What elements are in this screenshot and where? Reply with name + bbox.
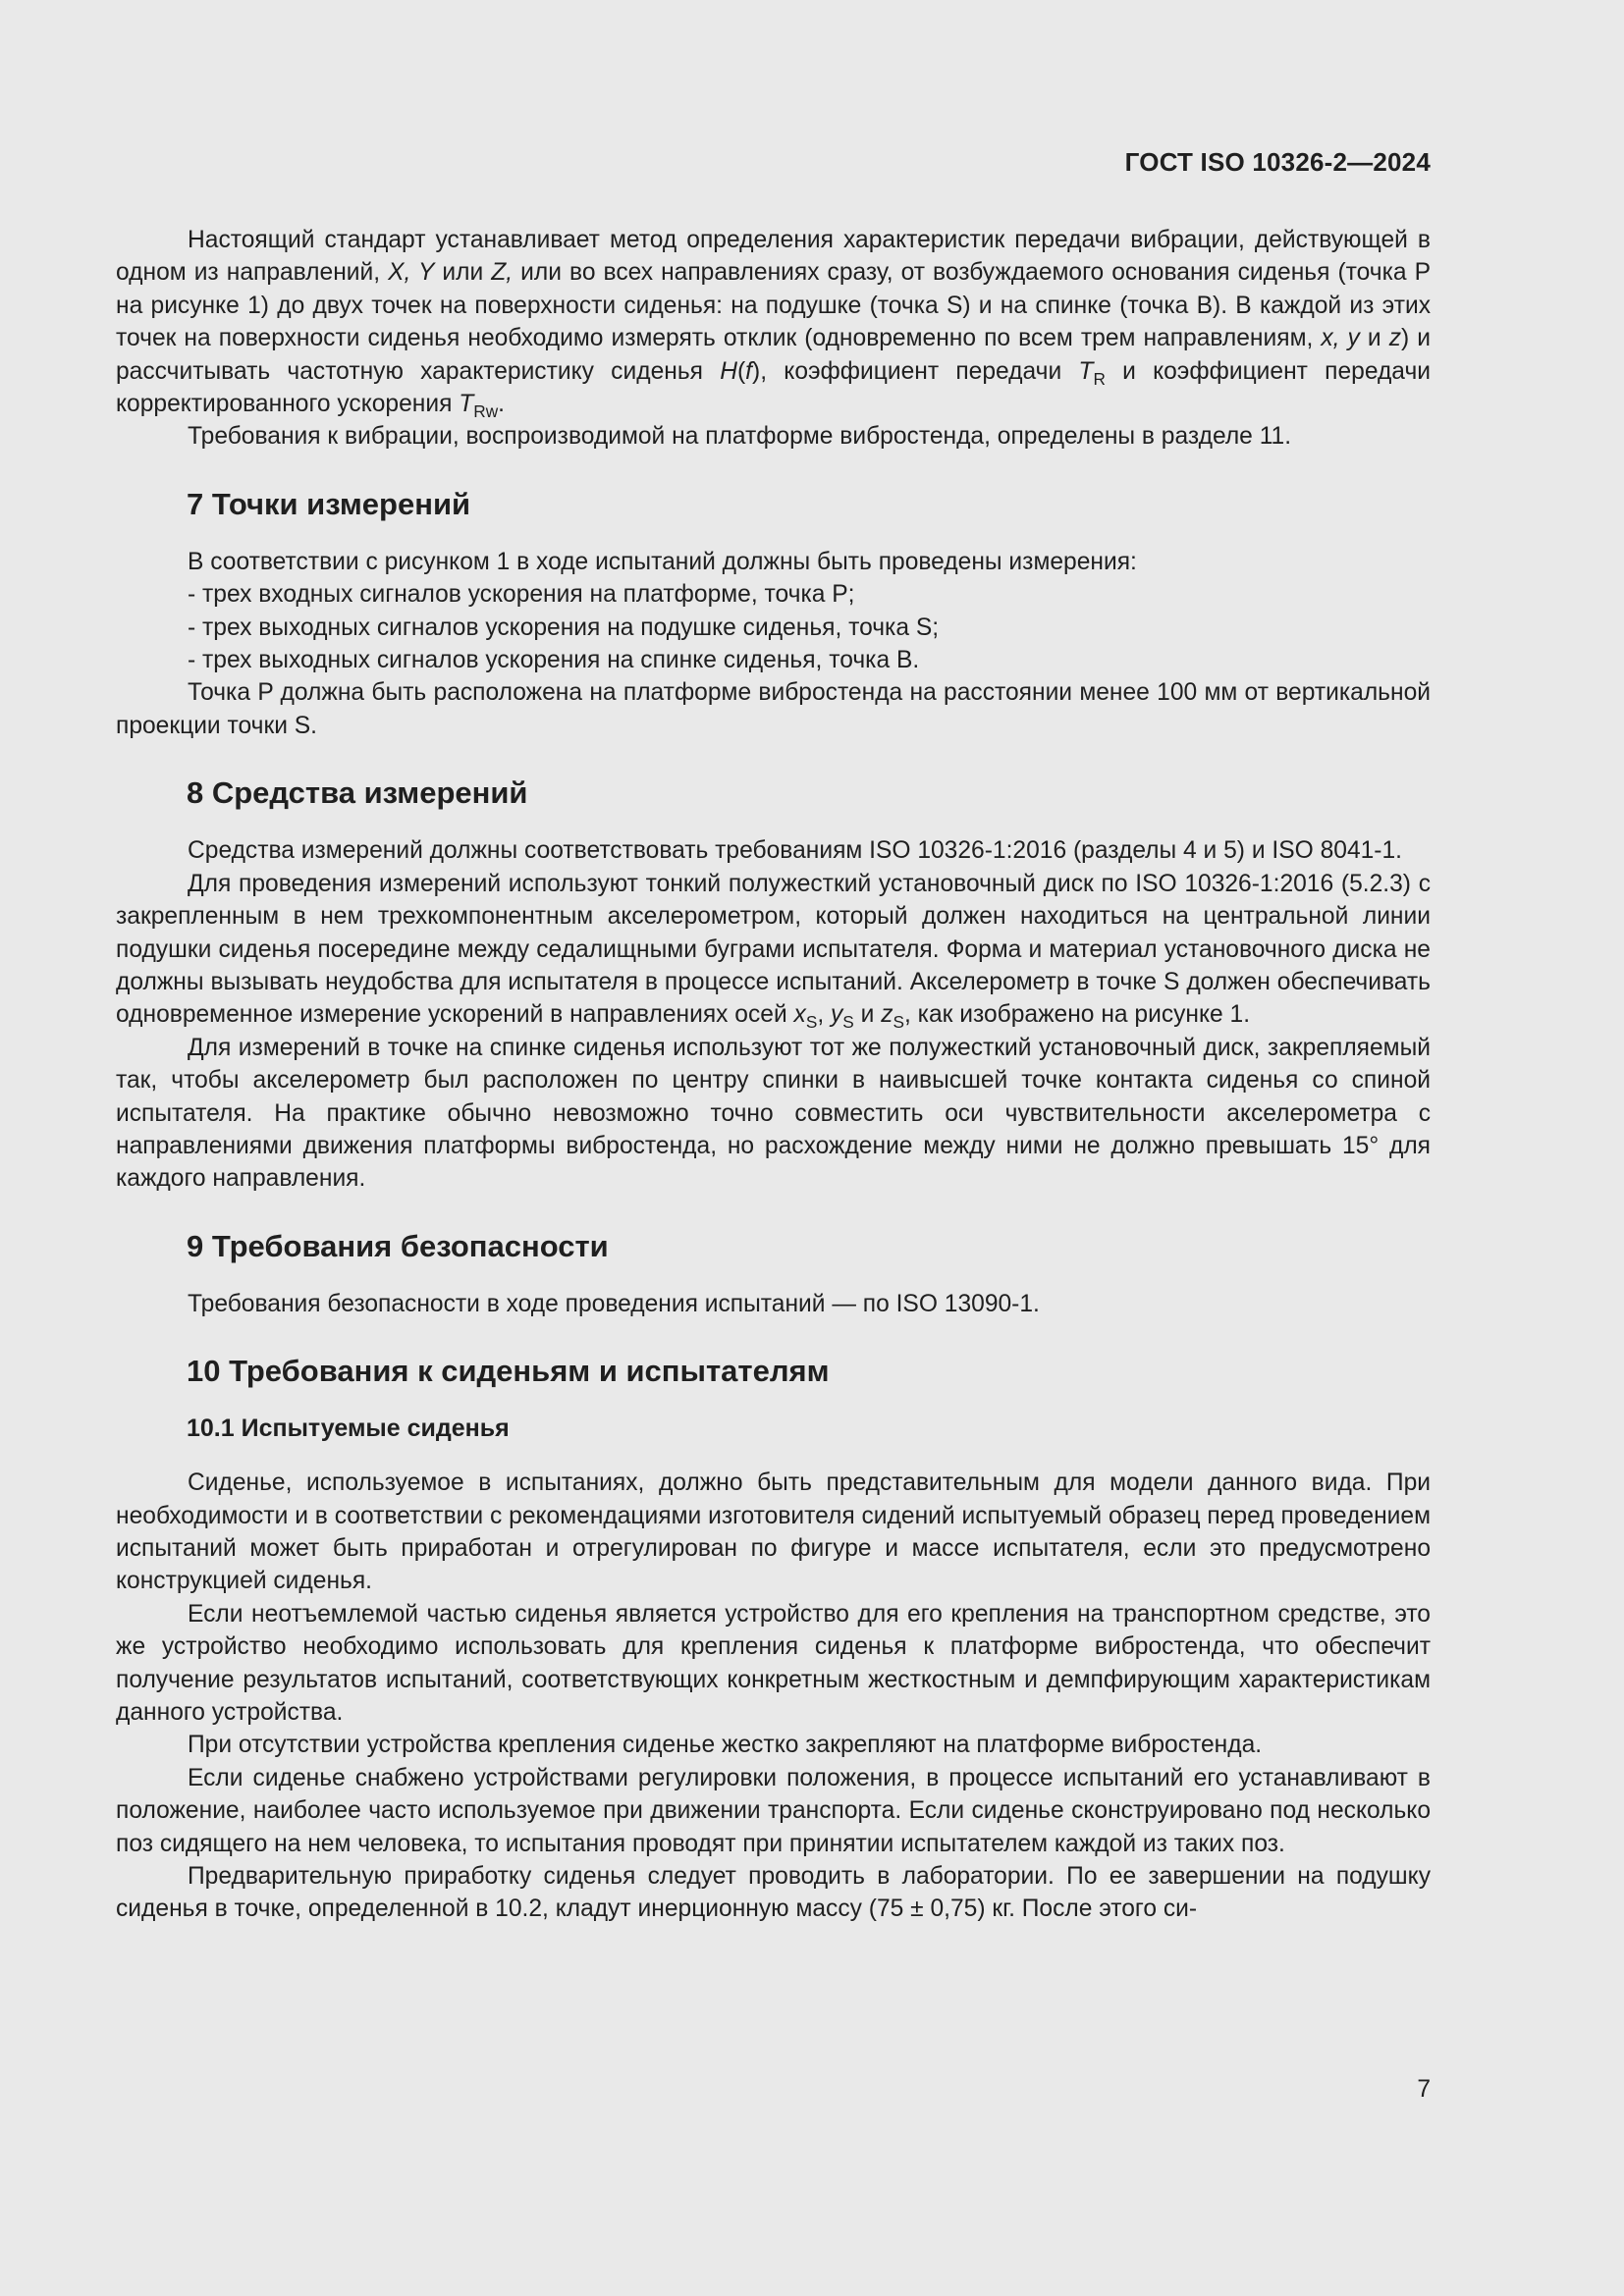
section-9-title: 9 Требования безопасности [187, 1228, 609, 1263]
section-10-paragraph-5: Предварительную приработку сиденья следует проводить в лаборатории. По ее завершении на подушку сиденья в точке, определенной в 10.2, кладут инерционную массу (75 ± 0,75) кг. После этого си- [116, 1863, 1431, 1923]
section-8-title: 8 Средства измерений [187, 775, 528, 811]
section-8-paragraph-2: Для проведения измерений используют тонкий полужесткий установочный диск по ISO 10326-1:2016 (5.2.3) с закрепленным в нем трехкомпонентным акселерометром, который должен находиться на центральной линии подушки сиденья посередине между седалищными буграми испытателя. Форма и материал установочного диска не должны вызывать неудобства для испытателя в процессе испытаний. Акселерометр в точке S должен обеспечивать одновременное измерение ускорений в направлениях осей $x_S$, $y_S$ и $z_S$, как изображено на рисунке 1. [116, 870, 1431, 1033]
intro-paragraph-1: Настоящий стандарт устанавливает метод определения характеристик передачи вибрации, действующей в одном из направлений, X, Y или Z, или во всех направлениях сразу, от возбуждаемого основания сиденья (точка P на рисунке 1) до двух точек на поверхности сиденья: на подушке (точка S) и на спинке (точка B). В каждой из этих точек на поверхности сиденья необходимо измерять отклик (одновременно по всем трем направлениям, x, y и z) и рассчитывать частотную характеристику сиденья H(f), коэффициент передачи $T_R$ и коэффициент передачи корректированного ускорения $T_{Rw}$. [116, 227, 1432, 422]
subsection-10-1-title: 10.1 Испытуемые сиденья [187, 1415, 510, 1443]
section-10-paragraph-2: Если неотъемлемой частью сиденья является устройство для его крепления на транспортном средстве, это же устройство необходимо использовать для крепления сиденья к платформе вибростенда, что обеспечит получение результатов испытаний, соответствующих конкретным жесткостным и демпфирующим характеристикам данного устройства. [116, 1600, 1431, 1726]
intro-paragraph-2: Требования к вибрации, воспроизводимой на платформе вибростенда, определены в разделе 11. [188, 423, 1292, 451]
section-10-paragraph-1: Сиденье, используемое в испытаниях, должно быть представительным для модели данного вида. При необходимости и в соответствии с рекомендациями изготовителя сидений испытуемый образец перед проведением испытаний может быть приработан и отрегулирован по фигуре и массе испытателя, если это предусмотрено конструкцией сиденья. [116, 1469, 1431, 1595]
section-10-paragraph-3: При отсутствии устройства крепления сиденье жестко закрепляют на платформе вибростенда. [188, 1732, 1263, 1759]
section-7-lead: В соответствии с рисунком 1 в ходе испытаний должны быть проведены измерения: [188, 548, 1137, 575]
section-7-title: 7 Точки измерений [187, 486, 471, 521]
section-8-paragraph-1: Средства измерений должны соответствовать требованиям ISO 10326-1:2016 (разделы 4 и 5) и ISO 8041-1. [188, 837, 1402, 865]
page-content [116, 224, 1431, 1926]
standard-header: ГОСТ ISO 10326-2—2024 [1124, 147, 1431, 177]
page-number: 7 [1417, 2076, 1431, 2103]
section-9-paragraph: Требования безопасности в ходе проведения испытаний — по ISO 13090-1. [188, 1290, 1040, 1317]
section-10-title: 10 Требования к сиденьям и испытателям [187, 1354, 830, 1389]
section-10-paragraph-4: Если сиденье снабжено устройствами регулировки положения, в процессе испытаний его устанавливают в положение, наиболее часто используемое при движении транспорта. Если сиденье сконструировано под несколько поз сидящего на нем человека, то испытания проводят при принятии испытателем каждой из таких поз. [116, 1764, 1431, 1857]
list-item: - трех выходных сигналов ускорения на подушке сиденья, точка S; [188, 614, 940, 641]
list-item: - трех входных сигналов ускорения на платформе, точка P; [188, 581, 855, 609]
list-item: - трех выходных сигналов ускорения на спинке сиденья, точка B. [188, 647, 920, 674]
section-8-paragraph-3: Для измерений в точке на спинке сиденья используют тот же полужесткий установочный диск, закрепляемый так, чтобы акселерометр был расположен по центру спинки в наивысшей точке контакта сиденья со спиной испытателя. На практике обычно невозможно точно совместить оси чувствительности акселерометра с направлениями движения платформы вибростенда, но расхождение между ними не должно превышать 15° для каждого направления. [116, 1034, 1431, 1193]
section-7-paragraph: Точка P должна быть расположена на платформе вибростенда на расстоянии менее 100 мм от вертикальной проекции точки S. [116, 679, 1431, 739]
